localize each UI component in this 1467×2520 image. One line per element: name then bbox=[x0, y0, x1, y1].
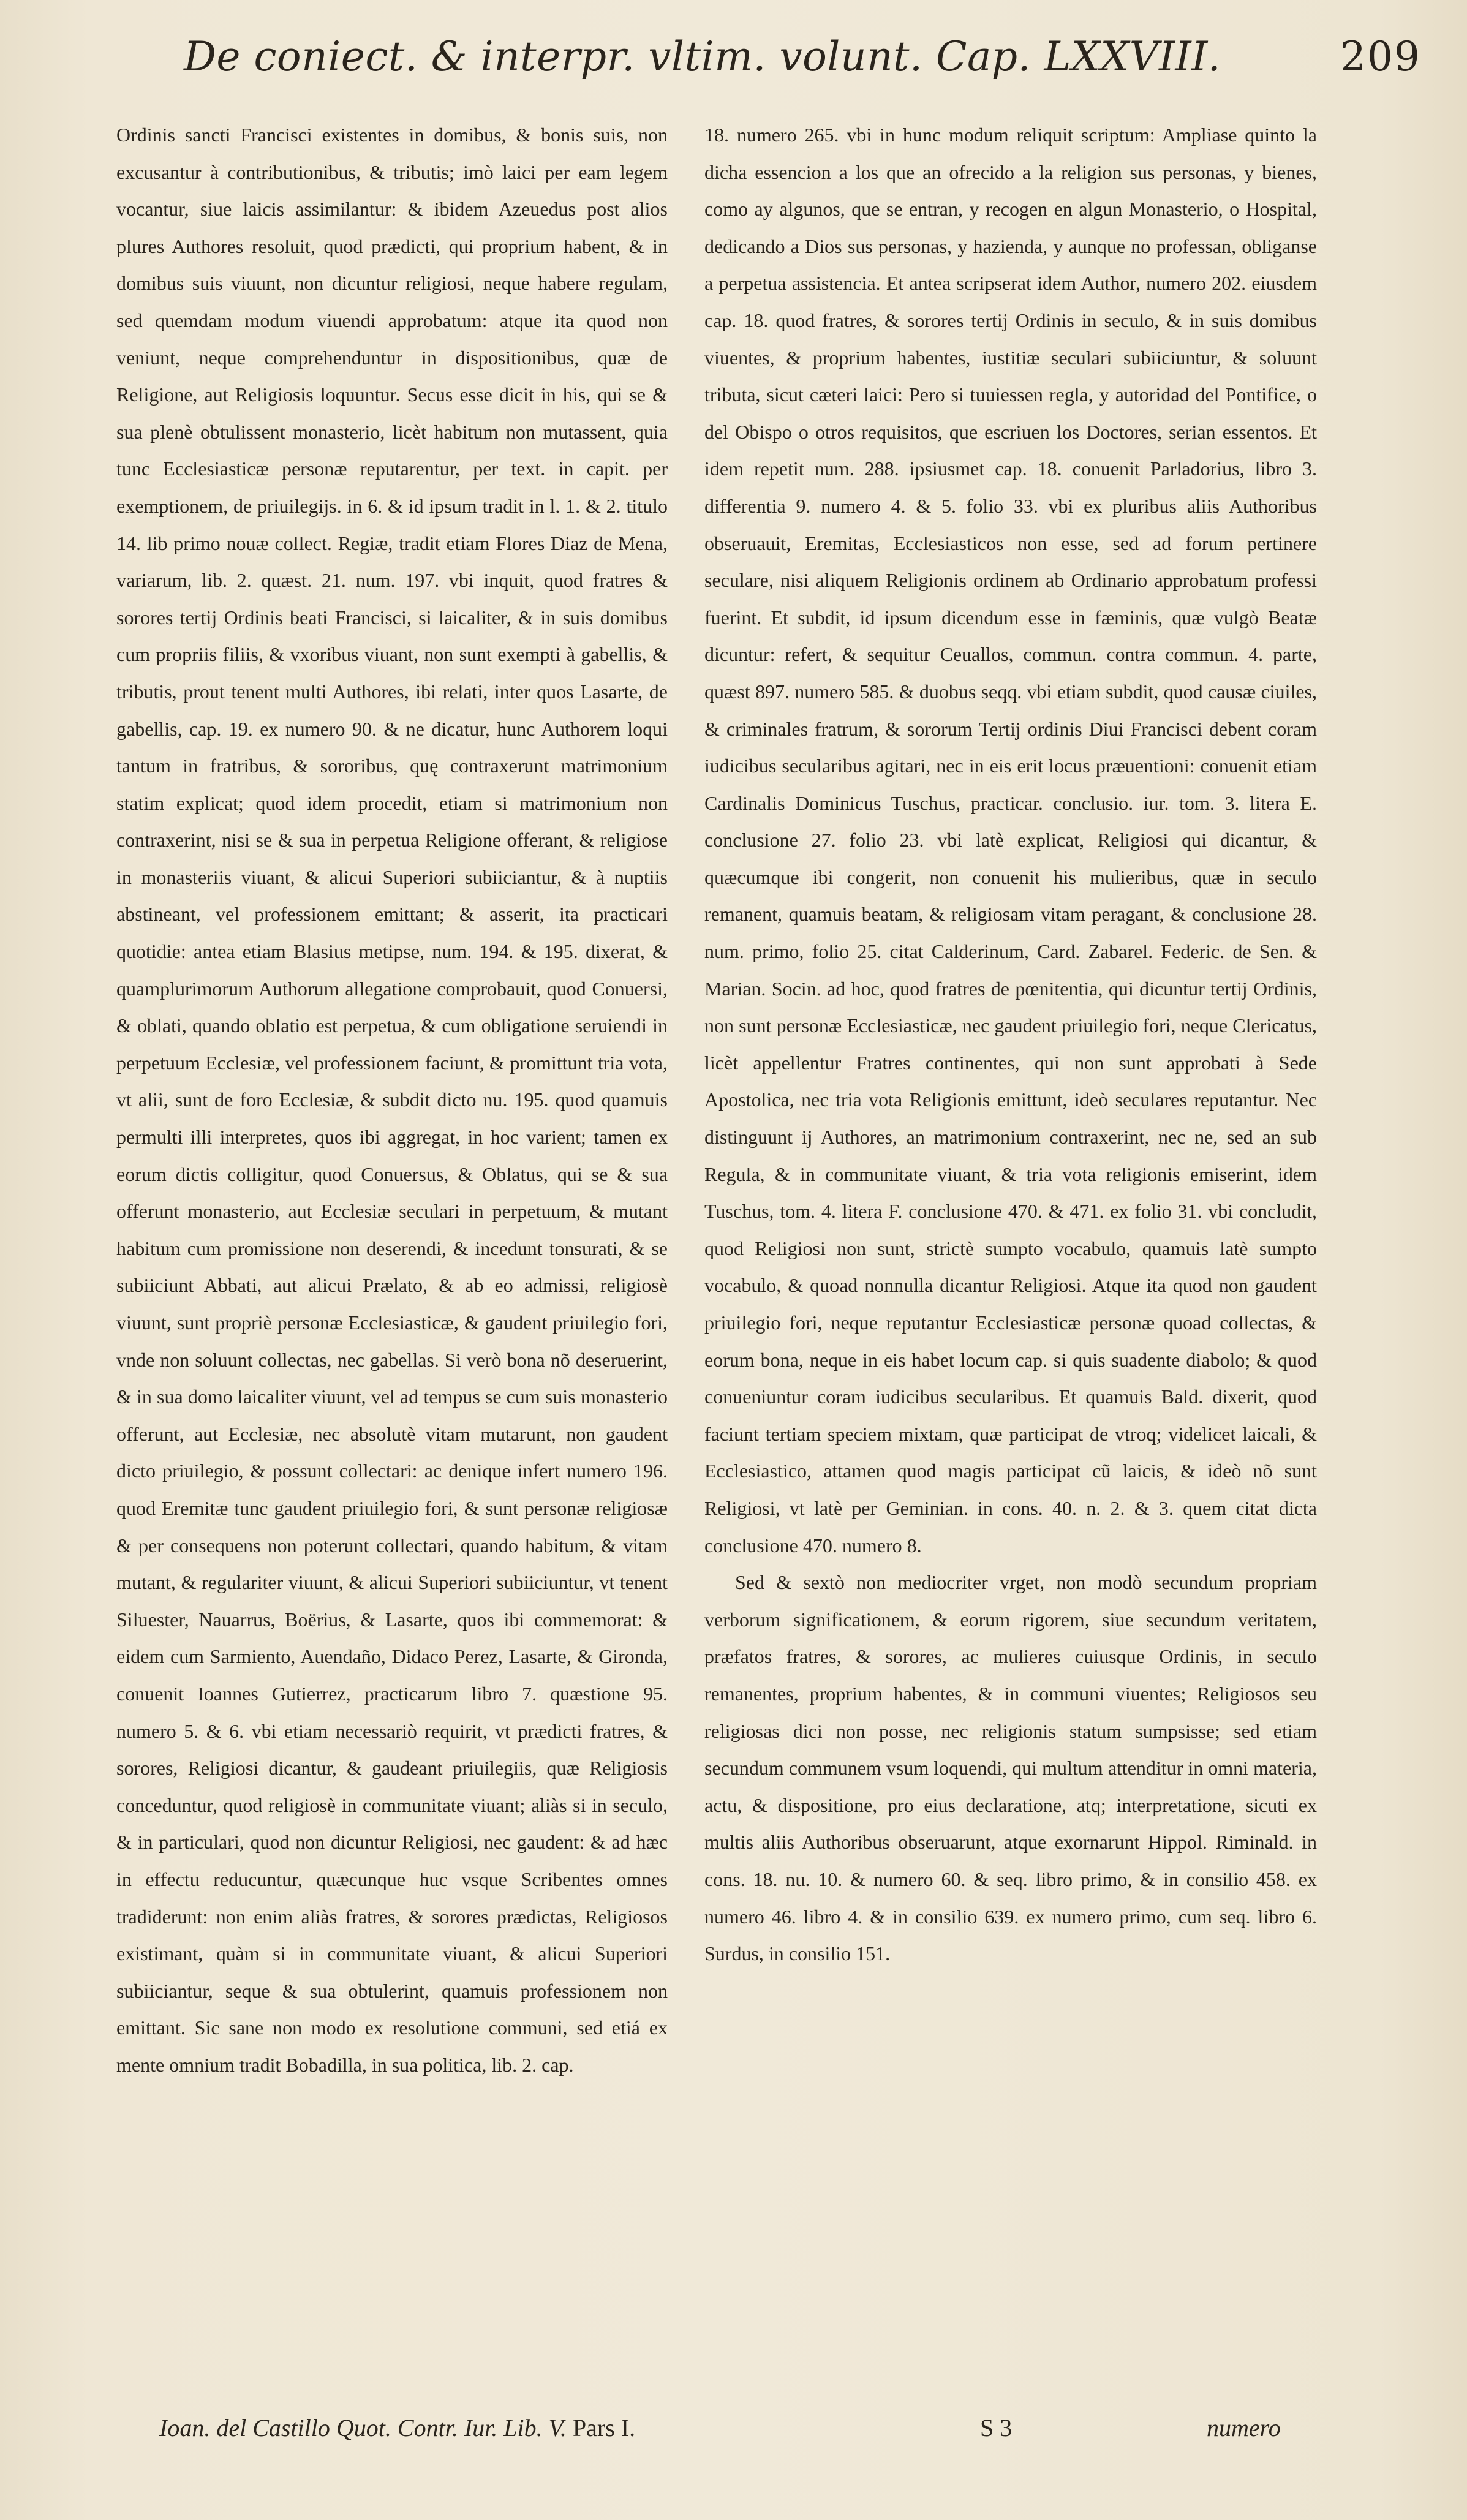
imprint-text: Ioan. del Castillo Quot. Contr. Iur. Lib. V. bbox=[159, 2414, 573, 2442]
running-title: De coniect. & interpr. vltim. volunt. Cap. LXXVIII. bbox=[184, 33, 1221, 80]
right-paragraph-1: 18. numero 265. vbi in hunc modum reliquit scriptum: Ampliase quinto la dicha essencion a los que an ofrecido a la religion sus personas, y bienes, como ay algunos, que se entran, y recogen en algun Monasterio, o Hospital, dedicando a Dios sus personas, y hazienda, y aunque no professan, obliganse a perpetua assistencia. Et antea scripserat idem Author, numero 202. eiusdem cap. 18. quod fratres, & sorores tertij Ordinis in seculo, & in suis domibus viuentes, & proprium habentes, iustitiæ seculari subiiciuntur, & soluunt tributa, sicut cæteri laici: Pero si tuuiessen regla, y autoridad del Pontifice, o del Obispo o otros requisitos, que escriuen los Doctores, serian essentos. Et idem repetit num. 288. ipsiusmet cap. 18. conuenit Parladorius, libro 3. differentia 9. numero 4. & 5. folio 33. vbi ex pluribus aliis Authoribus obseruauit, Eremitas, Ecclesiasticos non esse, sed ad forum pertinere seculare, nisi aliquem Religionis ordinem ab Ordinario approbatum professi fuerint. Et subdit, id ipsum dicendum esse in fæminis, quæ vulgò Beatæ dicuntur: refert, & sequitur Ceuallos, commun. contra commun. 4. parte, quæst 897. numero 585. & duobus seqq. vbi etiam subdit, quod causæ ciuiles, & criminales fratrum, & sororum Tertij ordinis Diui Francisci debent coram iudicibus secularibus agitari, nec in eis erit locus præuentioni: conuenit etiam Cardinalis Dominicus Tuschus, practicar. conclusio. iur. tom. 3. litera E. conclusione 27. folio 23. vbi latè explicat, Religiosi qui dicantur, & quæcumque ibi congerit, non conuenit his mulieribus, quæ in seculo remanent, quamuis beatam, & religiosam vitam peragant, & conclusione 28. num. primo, folio 25. citat Calderinum, Card. Zabarel. Federic. de Sen. & Marian. Socin. ad hoc, quod fratres de pœnitentia, qui dicuntur tertij Ordinis, non sunt personæ Ecclesiasticæ, nec gaudent priuilegio fori, neque Clericatus, licèt appellentur Fratres continentes, qui non sunt approbati à Sede Apostolica, nec tria vota Religionis emittunt, ideò seculares reputantur. Nec distinguunt ij Authores, an matrimonium contraxerint, nec ne, sed an sub Regula, & in communitate viuant, & tria vota religionis emiserint, idem Tuschus, tom. 4. litera F. conclusione 470. & 471. ex folio 31. vbi concludit, quod Religiosi non sunt, strictè sumpto vocabulo, quamuis latè sumpto vocabulo, & quoad nonnulla dicantur Religiosi. Atque ita quod non gaudent priuilegio fori, neque reputantur Ecclesiasticæ personæ quoad collectas, & eorum bona, neque in eis habet locum cap. si quis suadente diabolo; & quod conueniuntur coram iudicibus secularibus. Et quamuis Bald. dixerit, quod faciunt tertiam speciem mixtam, quæ participat de vtroq; videlicet laicali, & Ecclesiastico, attamen quod magis participat cũ laicis, & ideò nõ sunt Religiosi, vt latè per Geminian. in cons. 40. n. 2. & 3. quem citat dicta conclusione 470. numero 8. bbox=[704, 124, 1317, 1556]
footer-imprint bbox=[159, 2413, 635, 2442]
signature-mark: S 3 bbox=[980, 2414, 1013, 2442]
page-number: 209 bbox=[1340, 33, 1421, 80]
catchword: numero bbox=[1207, 2414, 1281, 2442]
page-header bbox=[184, 29, 1421, 97]
right-column bbox=[704, 116, 1317, 2462]
imprint-pars: Pars I. bbox=[572, 2414, 636, 2442]
left-paragraph-1: Ordinis sancti Francisci existentes in domibus, & bonis suis, non excusantur à contributionibus, & tributis; imò laici per eam legem vocantur, siue laicis assimilantur: & ibidem Azeuedus post alios plures Authores resoluit, quod prædicti, qui proprium habent, & in domibus suis viuunt, non dicuntur religiosi, neque habere regulam, sed quemdam modum viuendi approbatum: atque ita quod non veniunt, neque comprehenduntur in dispositionibus, quæ de Religione, aut Religiosis loquuntur. Secus esse dicit in his, qui se & sua plenè obtulissent monasterio, licèt habitum non mutassent, quia tunc Ecclesiasticæ personæ reputarentur, per text. in capit. per exemptionem, de priuilegijs. in 6. & id ipsum tradit in l. 1. & 2. titulo 14. lib primo nouæ collect. Regiæ, tradit etiam Flores Diaz de Mena, variarum, lib. 2. quæst. 21. num. 197. vbi inquit, quod fratres & sorores tertij Ordinis beati Francisci, si laicaliter, & in suis domibus cum propriis filiis, & vxoribus viuant, non sunt exempti à gabellis, & tributis, prout tenent multi Authores, ibi relati, inter quos Lasarte, de gabellis, cap. 19. ex numero 90. & ne dicatur, hunc Authorem loqui tantum in fratribus, & sororibus, quę contraxerunt matrimonium statim explicat; quod idem procedit, etiam si matrimonium non contraxerint, nisi se & sua in perpetua Religione offerant, & religiose in monasteriis viuant, & alicui Superiori subiiciantur, & à nuptiis abstineant, vel professionem emittant; & asserit, ita practicari quotidie: antea etiam Blasius metipse, num. 194. & 195. dixerat, & quamplurimorum Authorum allegatione comprobauit, quod Conuersi, & oblati, quando oblatio est perpetua, & cum obligatione seruiendi in perpetuum Ecclesiæ, vel professionem faciunt, & promittunt tria vota, vt alii, sunt de foro Ecclesiæ, & subdit dicto nu. 195. quod quamuis permulti illi interpretes, quos ibi aggregat, in hoc varient; tamen ex eorum dictis colligitur, quod Conuersus, & Oblatus, qui se & sua offerunt monasterio, aut Ecclesiæ seculari in perpetuum, & mutant habitum cum promissione non deserendi, & incedunt tonsurati, & se subiiciunt Abbati, aut alicui Prælato, & ab eo admissi, religiosè viuunt, sunt propriè personæ Ecclesiasticæ, & gaudent priuilegio fori, vnde non soluunt collectas, nec gabellas. Si verò bona nõ deseruerint, & in sua domo laicaliter viuunt, vel ad tempus se cum suis monasterio offerunt, aut Ecclesiæ, nec absolutè vitam mutarunt, non gaudent dicto priuilegio, & possunt collectari: ac denique infert numero 196. quod Eremitæ tunc gaudent priuilegio fori, & sunt personæ religiosæ & per consequens non poterunt collectari, quando habitum, & vitam mutant, & regulariter viuunt, & alicui Superiori subiiciuntur, vt tenent Siluester, Nauarrus, Boërius, & Lasarte, quos ibi commemorat: & eidem cum Sarmiento, Auendaño, Didaco Perez, Lasarte, & Gironda, conuenit Ioannes Gutierrez, practicarum libro 7. quæstione 95. numero 5. & 6. vbi etiam necessariò requirit, vt prædicti fratres, & sorores, Religiosi dicantur, & gaudeant priuilegiis, quæ Religiosis conceduntur, quod religiosè in communitate viuant; aliàs si in seculo, & in particulari, quod non dicuntur Religiosi, nec gaudent: & ad hæc in effectu reducuntur, quæcunque huc vsque Scribentes omnes tradiderunt: non enim aliàs fratres, & sorores prædictas, Religiosos existimant, quàm si in communitate viuant, & alicui Superiori subiiciantur, seque & sua obtulerint, quamuis professionem non emittant. Sic sane non modo ex resolutione communi, sed etiá ex mente omnium tradit Bobadilla, in sua politica, lib. 2. cap. bbox=[116, 124, 668, 2076]
left-column bbox=[116, 116, 668, 2462]
right-paragraph-2: Sed & sextò non mediocriter vrget, non modò secundum propriam verborum significationem, & eorum rigorem, siue secundum veritatem, præfatos fratres, & sorores, ac mulieres cuiusque Ordinis, in seculo remanentes, proprium habentes, & in communi viuentes; Religiosos seu religiosas dici non posse, nec religionis statum sumpsisse; sed etiam secundum communem vsum loquendi, qui multum attenditur in omni materia, actu, & dispositione, pro eius declaratione, atq; interpretatione, sicuti ex multis aliis Authoribus obseruarunt, atque exornarunt Hippol. Riminald. in cons. 18. nu. 10. & numero 60. & seq. libro primo, & in consilio 458. ex numero 46. libro 4. & in consilio 639. ex numero primo, cum seq. libro 6. Surdus, in consilio 151. bbox=[704, 1571, 1317, 1965]
